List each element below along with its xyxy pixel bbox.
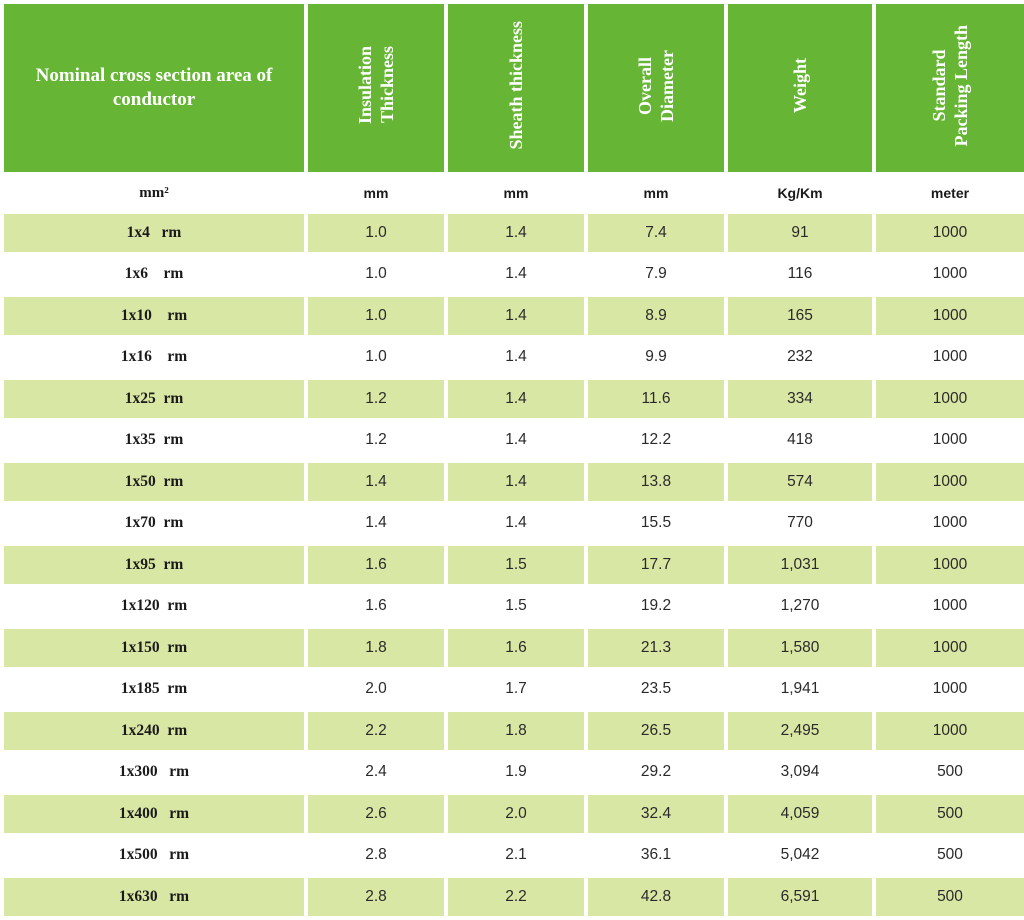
cell-insulation: 2.6	[308, 795, 444, 833]
header-insulation-thickness	[308, 4, 444, 172]
cell-insulation: 2.8	[308, 837, 444, 875]
cell-cross-section: 1x10 rm	[4, 297, 304, 335]
cell-cross-section: 1x300 rm	[4, 754, 304, 792]
cell-weight: 418	[728, 422, 872, 460]
cell-weight: 2,495	[728, 712, 872, 750]
cell-packing-length: 1000	[876, 422, 1024, 460]
cell-cross-section: 1x240 rm	[4, 712, 304, 750]
header-cross-section-label: Nominal cross section area of conductor	[35, 65, 273, 110]
table-header	[4, 4, 1024, 172]
cell-weight: 1,031	[728, 546, 872, 584]
cell-packing-length: 1000	[876, 629, 1024, 667]
cell-packing-length: 1000	[876, 463, 1024, 501]
cell-weight: 6,591	[728, 878, 872, 916]
cell-sheath: 1.4	[448, 380, 584, 418]
cell-cross-section: 1x6 rm	[4, 256, 304, 294]
cell-diameter: 17.7	[588, 546, 724, 584]
cell-packing-length: 1000	[876, 380, 1024, 418]
cell-weight: 334	[728, 380, 872, 418]
table-row	[4, 422, 1024, 460]
cell-packing-length: 1000	[876, 546, 1024, 584]
cell-insulation: 1.4	[308, 505, 444, 543]
cell-cross-section: 1x500 rm	[4, 837, 304, 875]
cell-cross-section: 1x400 rm	[4, 795, 304, 833]
cell-insulation: 1.2	[308, 422, 444, 460]
cell-cross-section: 1x16 rm	[4, 339, 304, 377]
header-packing-length-label	[928, 25, 972, 147]
cell-sheath: 1.9	[448, 754, 584, 792]
cell-cross-section: 1x95 rm	[4, 546, 304, 584]
cell-sheath: 1.4	[448, 505, 584, 543]
cell-sheath: 2.1	[448, 837, 584, 875]
cell-diameter: 7.4	[588, 214, 724, 252]
cell-cross-section: 1x185 rm	[4, 671, 304, 709]
cell-weight: 3,094	[728, 754, 872, 792]
header-packing-line1: Standard	[929, 49, 949, 122]
table-row	[4, 297, 1024, 335]
header-insulation-line1: Insulation	[355, 46, 375, 125]
cell-diameter: 29.2	[588, 754, 724, 792]
cell-diameter: 23.5	[588, 671, 724, 709]
cell-insulation: 1.0	[308, 214, 444, 252]
cell-packing-length: 500	[876, 878, 1024, 916]
cell-cross-section: 1x150 rm	[4, 629, 304, 667]
cell-weight: 770	[728, 505, 872, 543]
cell-insulation: 1.0	[308, 256, 444, 294]
cell-diameter: 36.1	[588, 837, 724, 875]
table-row	[4, 339, 1024, 377]
cell-sheath: 2.0	[448, 795, 584, 833]
table-row	[4, 629, 1024, 667]
cell-sheath: 1.4	[448, 214, 584, 252]
cell-insulation: 1.2	[308, 380, 444, 418]
cell-packing-length: 500	[876, 754, 1024, 792]
header-cross-section	[4, 4, 304, 172]
header-packing-line2: Packing Length	[951, 24, 971, 147]
cell-sheath: 1.4	[448, 463, 584, 501]
cell-insulation: 1.8	[308, 629, 444, 667]
cell-insulation: 2.8	[308, 878, 444, 916]
cell-diameter: 9.9	[588, 339, 724, 377]
cell-diameter: 21.3	[588, 629, 724, 667]
cell-cross-section: 1x70 rm	[4, 505, 304, 543]
header-overall-diameter-label	[634, 50, 678, 122]
header-row	[4, 4, 1024, 172]
cell-packing-length: 1000	[876, 505, 1024, 543]
table-row	[4, 671, 1024, 709]
cell-weight: 5,042	[728, 837, 872, 875]
cell-insulation: 1.0	[308, 297, 444, 335]
cell-cross-section: 1x120 rm	[4, 588, 304, 626]
unit-diameter: mm	[588, 176, 724, 210]
header-sheath-thickness	[448, 4, 584, 172]
cell-weight: 1,941	[728, 671, 872, 709]
cell-diameter: 12.2	[588, 422, 724, 460]
cell-packing-length: 1000	[876, 712, 1024, 750]
table-row	[4, 878, 1024, 916]
table-row	[4, 712, 1024, 750]
cell-insulation: 2.0	[308, 671, 444, 709]
cell-sheath: 1.4	[448, 339, 584, 377]
cell-sheath: 1.4	[448, 297, 584, 335]
cell-weight: 1,580	[728, 629, 872, 667]
header-diameter-line2: Diameter	[657, 49, 677, 122]
cell-cross-section: 1x630 rm	[4, 878, 304, 916]
cell-packing-length: 1000	[876, 297, 1024, 335]
header-insulation-line2: Thickness	[377, 46, 397, 125]
cell-diameter: 13.8	[588, 463, 724, 501]
cell-diameter: 42.8	[588, 878, 724, 916]
header-weight-label: Weight	[790, 57, 810, 113]
table-row	[4, 795, 1024, 833]
header-overall-diameter	[588, 4, 724, 172]
cell-diameter: 15.5	[588, 505, 724, 543]
cell-sheath: 1.4	[448, 256, 584, 294]
header-weight	[728, 4, 872, 172]
header-sheath-thickness-label: Sheath thickness	[506, 21, 526, 150]
cell-sheath: 1.5	[448, 546, 584, 584]
unit-sheath: mm	[448, 176, 584, 210]
cell-insulation: 1.6	[308, 546, 444, 584]
cell-sheath: 1.5	[448, 588, 584, 626]
cell-sheath: 1.7	[448, 671, 584, 709]
cell-cross-section: 1x4 rm	[4, 214, 304, 252]
cell-diameter: 7.9	[588, 256, 724, 294]
cell-weight: 4,059	[728, 795, 872, 833]
cell-weight: 232	[728, 339, 872, 377]
table-row	[4, 754, 1024, 792]
cell-packing-length: 500	[876, 795, 1024, 833]
cell-insulation: 2.4	[308, 754, 444, 792]
cell-insulation: 1.0	[308, 339, 444, 377]
table-row	[4, 546, 1024, 584]
header-insulation-thickness-label	[354, 46, 398, 124]
cell-weight: 91	[728, 214, 872, 252]
table-row	[4, 380, 1024, 418]
cell-cross-section: 1x25 rm	[4, 380, 304, 418]
cell-insulation: 1.6	[308, 588, 444, 626]
cell-diameter: 8.9	[588, 297, 724, 335]
cell-sheath: 2.2	[448, 878, 584, 916]
table-row	[4, 214, 1024, 252]
cell-diameter: 19.2	[588, 588, 724, 626]
cell-packing-length: 1000	[876, 214, 1024, 252]
cell-packing-length: 1000	[876, 588, 1024, 626]
cell-packing-length: 1000	[876, 671, 1024, 709]
cell-sheath: 1.4	[448, 422, 584, 460]
unit-insulation: mm	[308, 176, 444, 210]
units-row	[4, 176, 1024, 210]
cell-diameter: 11.6	[588, 380, 724, 418]
cell-sheath: 1.8	[448, 712, 584, 750]
cell-weight: 165	[728, 297, 872, 335]
cell-weight: 1,270	[728, 588, 872, 626]
cell-diameter: 32.4	[588, 795, 724, 833]
header-diameter-line1: Overall	[635, 56, 655, 115]
cell-sheath: 1.6	[448, 629, 584, 667]
unit-weight: Kg/Km	[728, 176, 872, 210]
cell-cross-section: 1x35 rm	[4, 422, 304, 460]
cell-weight: 574	[728, 463, 872, 501]
table-row	[4, 256, 1024, 294]
table-body	[4, 176, 1024, 916]
table-row	[4, 588, 1024, 626]
cell-insulation: 1.4	[308, 463, 444, 501]
cell-diameter: 26.5	[588, 712, 724, 750]
table-row	[4, 463, 1024, 501]
cell-insulation: 2.2	[308, 712, 444, 750]
unit-cross-section: mm²	[4, 176, 304, 210]
cell-packing-length: 1000	[876, 339, 1024, 377]
table-row	[4, 505, 1024, 543]
cell-weight: 116	[728, 256, 872, 294]
cell-packing-length: 1000	[876, 256, 1024, 294]
table-row	[4, 837, 1024, 875]
unit-packing-length: meter	[876, 176, 1024, 210]
header-packing-length	[876, 4, 1024, 172]
cell-cross-section: 1x50 rm	[4, 463, 304, 501]
cell-packing-length: 500	[876, 837, 1024, 875]
